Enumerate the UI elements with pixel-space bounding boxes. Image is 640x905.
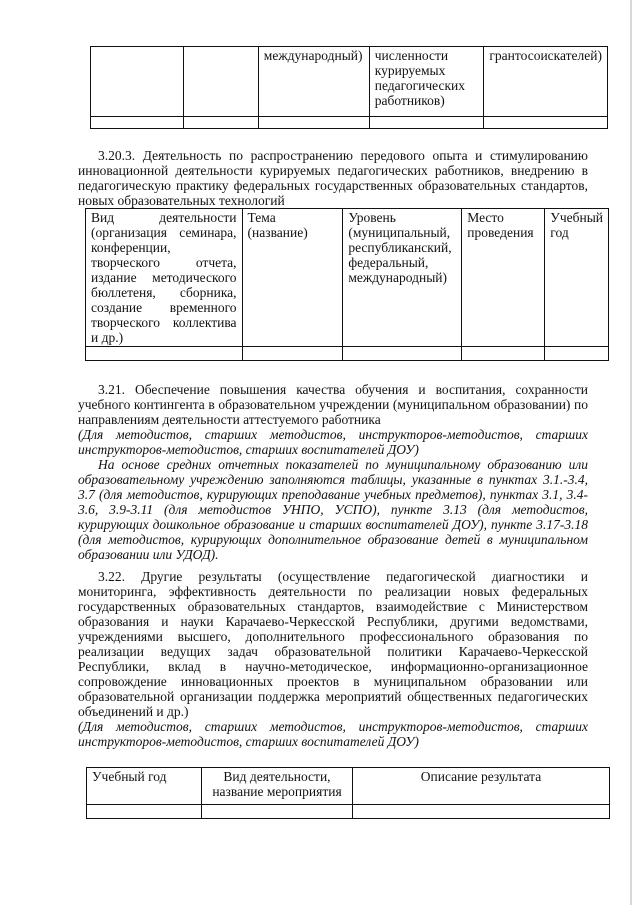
top-empty-cell (258, 117, 369, 129)
table-3-20-3 (85, 208, 609, 361)
section-3-22-text: 3.22. Другие результаты (осуществление педагогической диагностики и мониторинга, эффективность деятельности по реализации новых федеральных государственных образовательных стандартов, взаимодействие с Министерством образования и науки Карачаево-Черкесской Республики, другими ведомствами, учреждениями высшего, дополнительного профессионального образования по реализации ведущих задач образовательной политики Карачаево-Черкесской Республики, вклад в научно-методическое, информационно-организационное сопровождение инновационных проектов в муниципальном образовании или образовательной организации поддержка мероприятий общественных педагогических объединений и др.) (78, 569, 588, 719)
row-empty-cell (462, 347, 545, 361)
top-cell-grant: грантосоискателей) (484, 47, 608, 117)
header-activity-type-text: Вид деятельности (организация семинара, конференции, творческого отчета, издание методического бюллетеня, сборника, создание временного творческого коллектива и др.) (91, 210, 237, 345)
top-empty-cell (183, 117, 258, 129)
top-cell-count: численности курируемых педагогических работников) (369, 47, 484, 117)
top-empty-cell (91, 117, 184, 129)
row-empty-cell (343, 347, 462, 361)
section-3-22-note: (Для методистов, старших методистов, инструкторов-методистов, старших инструкторов-методистов, старших воспитателей ДОУ) (78, 719, 588, 749)
header-level: Уровень (муниципальный, республиканский, федеральный, международный) (343, 209, 462, 347)
top-cell-2 (183, 47, 258, 117)
header-topic: Тема (название) (242, 209, 343, 347)
section-3-21-note: (Для методистов, старших методистов, инструкторов-методистов, старших инструкторов-методистов, старших воспитателей ДОУ) (78, 427, 588, 457)
section-3-21-instructions: На основе средних отчетных показателей по муниципальному образованию или образовательному учреждению заполняются таблицы, указанные в пунктах 3.1.-3.4, 3.7 (для методистов, курирующих преподавание учебных предметов), пунктах 3.1, 3.4-3.6, 3.9-3.11 (для методистов УНПО, УСПО), пункте 3.13 (для методистов, курирующих дошкольное образование и старших воспитателей ДОУ), пункте 3.17-3.18 (для методистов, курирующих дополнительное образование детей в муниципальном образовании или УДОД). (78, 457, 588, 562)
row-empty-cell (87, 805, 202, 819)
table-top-continuation (90, 46, 608, 129)
section-3-20-3 (78, 148, 588, 208)
header-activity-name: Вид деятельности, название мероприятия (202, 768, 353, 805)
row-empty-cell (86, 347, 243, 361)
header-school-year-3-22: Учебный год (87, 768, 202, 805)
row-empty-cell (545, 347, 609, 361)
section-3-21-text: 3.21. Обеспечение повышения качества обучения и воспитания, сохранности учебного контингента в образовательном учреждении (муниципальном образовании) по направлениям деятельности аттестуемого работника (78, 382, 588, 427)
top-empty-cell (369, 117, 484, 129)
top-cell-1 (91, 47, 184, 117)
row-empty-cell (353, 805, 610, 819)
section-3-20-3-text: 3.20.3. Деятельность по распространению передового опыта и стимулированию инновационной деятельности курируемых педагогических работников, внедрению в педагогическую практику федеральных государственных образовательных стандартов, новых образовательных технологий (78, 148, 588, 208)
header-result-description: Описание результата (353, 768, 610, 805)
row-empty-cell (242, 347, 343, 361)
row-empty-cell (202, 805, 353, 819)
scan-edge-shadow (630, 0, 632, 905)
section-3-21 (78, 382, 588, 562)
top-empty-cell (484, 117, 608, 129)
header-activity-type (86, 209, 243, 347)
top-cell-level: международный) (258, 47, 369, 117)
header-school-year: Учебный год (545, 209, 609, 347)
section-3-22 (78, 569, 588, 749)
header-place: Место проведения (462, 209, 545, 347)
table-3-22 (86, 767, 610, 819)
